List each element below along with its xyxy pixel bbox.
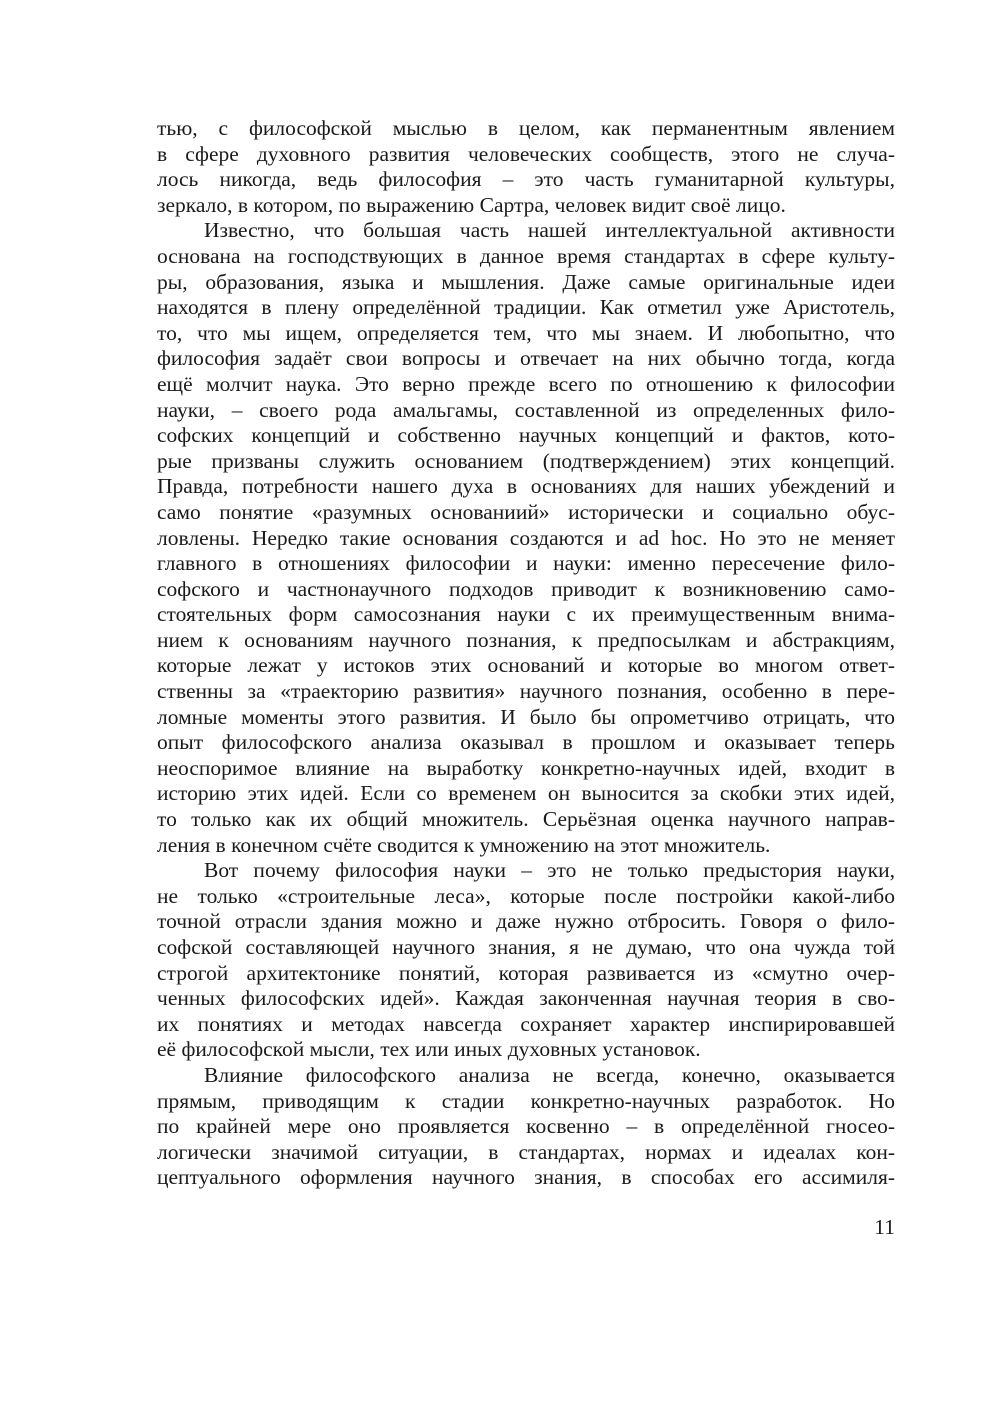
text-line: которые лежат у истоков этих оснований и которые во многом ответ- (157, 653, 895, 678)
text-line: зеркало, в котором, по выражению Сартра, человек видит своё лицо. (157, 192, 786, 217)
text-line: рые призваны служить основанием (подтверждением) этих концепций. (157, 448, 895, 473)
text-line: то только как их общий множитель. Серьёзная оценка научного направ- (157, 807, 895, 832)
text-line: по крайней мере оно проявляется косвенно – в определённой гносео- (157, 1114, 895, 1139)
text-line: ченных философских идей». Каждая законченная научная теория в сво- (157, 986, 895, 1011)
text-line: философия задаёт свои вопросы и отвечает на них обычно тогда, когда (157, 346, 895, 371)
text-line: науки, – своего рода амальгамы, составленной из определенных фило- (157, 397, 895, 422)
text-line: точной отрасли здания можно и даже нужно отбросить. Говоря о фило- (157, 909, 895, 934)
text-line: ления в конечном счёте сводится к умножению на этот множитель. (157, 832, 771, 857)
text-line: находятся в плену определённой традиции. Как отметил уже Аристотель, (157, 295, 895, 320)
text-line: ещё молчит наука. Это верно прежде всего по отношению к философии (157, 371, 895, 396)
text-line: главного в отношениях философии и науки: именно пересечение фило- (157, 551, 895, 576)
text-line: не только «строительные леса», которые после постройки какой-либо (157, 883, 895, 908)
text-line: опыт философского анализа оказывал в прошлом и оказывает теперь (157, 730, 895, 755)
text-line: её философской мысли, тех или иных духовных установок. (157, 1037, 701, 1062)
text-line: историю этих идей. Если со временем он выносится за скобки этих идей, (157, 781, 895, 806)
text-line: то, что мы ищем, определяется тем, что мы знаем. И любопытно, что (157, 320, 895, 345)
text-line: Правда, потребности нашего духа в основаниях для наших убеждений и (157, 474, 895, 499)
text-line: основана на господствующих в данное время стандартах в сфере культу- (157, 243, 895, 268)
text-line: строгой архитектонике понятий, которая развивается из «смутно очер- (157, 960, 895, 985)
text-line: ственны за «траекторию развития» научного познания, особенно в пере- (157, 679, 895, 704)
page-number: 11 (874, 1215, 895, 1239)
text-line: софского и частнонаучного подходов приводит к возникновению само- (157, 576, 895, 601)
text-line: нием к основаниям научного познания, к предпосылкам и абстракциям, (157, 627, 895, 652)
text-line: ры, образования, языка и мышления. Даже самые оригинальные идеи (157, 269, 895, 294)
text-line: стоятельных форм самосознания науки с их преимущественным внима- (157, 602, 895, 627)
text-line: ломные моменты этого развития. И было бы опрометчиво отрицать, что (157, 704, 895, 729)
text-line: Влияние философского анализа не всегда, конечно, оказывается (204, 1062, 895, 1087)
text-line: цептуального оформления научного знания, в способах его ассимиля- (157, 1165, 895, 1190)
text-line: тью, с философской мыслью в целом, как перманентным явлением (157, 116, 895, 140)
text-line: неоспоримое влияние на выработку конкретно-научных идей, входит в (157, 755, 895, 780)
text-line: лось никогда, ведь философия – это часть гуманитарной культуры, (157, 167, 895, 192)
text-line: Вот почему философия науки – это не только предыстория науки, (204, 858, 895, 883)
body-text (157, 116, 895, 1191)
text-line: в сфере духовного развития человеческих сообществ, этого не случа- (157, 141, 895, 166)
text-line: софской составляющей научного знания, я не думаю, что она чужда той (157, 935, 895, 959)
text-line: само понятие «разумных основаниий» исторически и социально обус- (157, 499, 895, 524)
text-line: софских концепций и собственно научных концепций и фактов, кото- (157, 423, 895, 448)
text-line: ловлены. Нередко такие основания создаются и ad hoc. Но это не меняет (157, 525, 895, 550)
text-line: их понятиях и методах навсегда сохраняет характер инспирировавшей (157, 1011, 895, 1036)
text-line: прямым, приводящим к стадии конкретно-научных разработок. Но (157, 1088, 895, 1113)
text-line: логически значимой ситуации, в стандартах, нормах и идеалах кон- (157, 1139, 895, 1164)
text-line: Известно, что большая часть нашей интеллектуальной активности (204, 218, 895, 243)
